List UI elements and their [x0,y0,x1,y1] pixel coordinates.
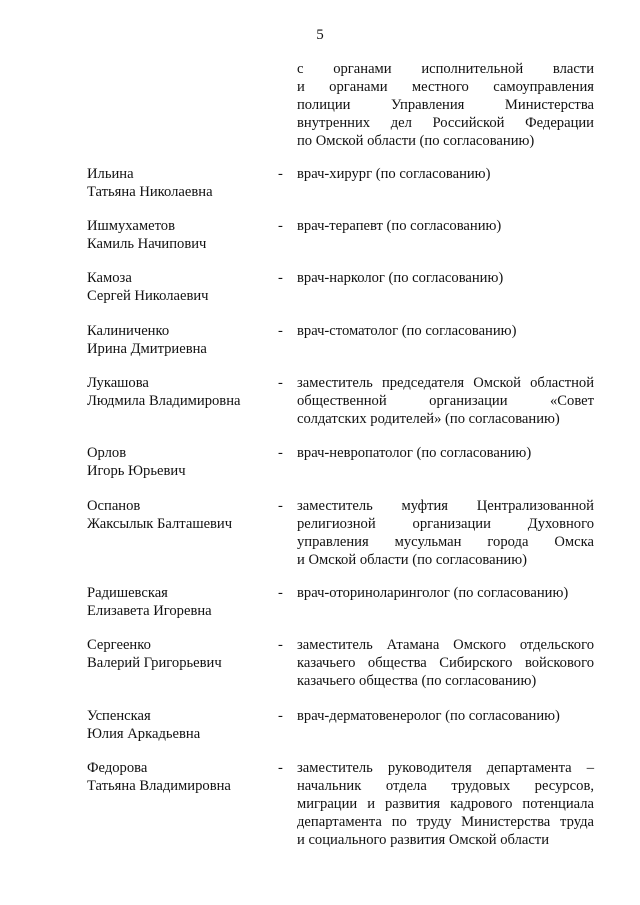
member-name [87,707,267,743]
member-position [297,584,594,602]
member-name [87,165,267,201]
member-name [87,374,267,410]
member-surname: Орлов [87,445,127,461]
dash-separator: - [278,585,283,601]
dash-separator: - [278,375,283,391]
member-position [297,636,594,690]
member-surname: Ильина [87,166,134,182]
member-position [297,165,594,183]
dash-separator: - [278,323,283,339]
position-line: солдатских родителей» (по согласованию) [297,411,560,427]
member-name [87,444,267,480]
position-line: общественной организации «Совет [297,393,594,409]
member-position [297,322,594,340]
member-position [297,374,594,428]
member-given-name: Татьяна Владимировна [87,778,231,794]
member-surname: Калиниченко [87,323,170,339]
member-surname: Сергеенко [87,637,151,653]
dash-separator: - [278,445,283,461]
position-line: департамента по труду Министерства труда [297,814,594,830]
position-line: врач-невропатолог (по согласованию) [297,445,532,461]
continuation-line: по Омской области (по согласованию) [297,133,535,149]
position-line: врач-терапевт (по согласованию) [297,218,502,234]
position-line: и социального развития Омской области [297,832,549,848]
member-given-name: Игорь Юрьевич [87,463,186,479]
member-name [87,269,267,305]
position-line: и Омской области (по согласованию) [297,552,527,568]
continuation-line: и органами местного самоуправления [297,79,594,95]
member-name [87,217,267,253]
member-position [297,497,594,569]
member-name [87,322,267,358]
member-name [87,636,267,672]
member-name [87,759,267,795]
member-given-name: Жаксылык Балташевич [87,516,233,532]
position-line: заместитель муфтия Централизованной [297,498,594,514]
member-surname: Камоза [87,270,132,286]
dash-separator: - [278,498,283,514]
continuation-line: полиции Управления Министерства [297,97,594,113]
member-position [297,444,594,462]
position-line: управления мусульман города Омска [297,534,594,550]
position-line: врач-оториноларинголог (по согласованию) [297,585,569,601]
position-line: миграции и развития кадрового потенциала [297,796,594,812]
position-line: врач-хирург (по согласованию) [297,166,491,182]
member-position [297,217,594,235]
continuation-text [297,60,594,150]
continuation-line: внутренних дел Российской Федерации [297,115,594,131]
position-line: врач-дерматовенеролог (по согласованию) [297,708,560,724]
member-surname: Радишевская [87,585,168,601]
dash-separator: - [278,760,283,776]
dash-separator: - [278,218,283,234]
member-surname: Оспанов [87,498,141,514]
continuation-line: с органами исполнительной власти [297,61,594,77]
member-given-name: Камиль Начипович [87,236,207,252]
member-name [87,584,267,620]
position-line: казачьего общества (по согласованию) [297,673,537,689]
position-line: врач-стоматолог (по согласованию) [297,323,517,339]
member-given-name: Татьяна Николаевна [87,184,213,200]
dash-separator: - [278,166,283,182]
position-line: заместитель председателя Омской областной [297,375,594,391]
member-given-name: Валерий Григорьевич [87,655,222,671]
position-line: религиозной организации Духовного [297,516,594,532]
member-given-name: Людмила Владимировна [87,393,241,409]
member-position [297,759,594,849]
member-surname: Федорова [87,760,148,776]
dash-separator: - [278,708,283,724]
position-line: врач-нарколог (по согласованию) [297,270,504,286]
member-surname: Лукашова [87,375,149,391]
member-name [87,497,267,533]
position-line: заместитель Атамана Омского отдельского [297,637,594,653]
page-number: 5 [316,27,324,43]
member-given-name: Елизавета Игоревна [87,603,212,619]
member-position [297,707,594,725]
member-given-name: Сергей Николаевич [87,288,209,304]
position-line: заместитель руководителя департамента – [297,760,594,776]
position-line: казачьего общества Сибирского войскового [297,655,594,671]
position-line: начальник отдела трудовых ресурсов, [297,778,594,794]
member-position [297,269,594,287]
dash-separator: - [278,270,283,286]
member-given-name: Ирина Дмитриевна [87,341,207,357]
member-given-name: Юлия Аркадьевна [87,726,201,742]
member-surname: Ишмухаметов [87,218,175,234]
dash-separator: - [278,637,283,653]
member-surname: Успенская [87,708,151,724]
